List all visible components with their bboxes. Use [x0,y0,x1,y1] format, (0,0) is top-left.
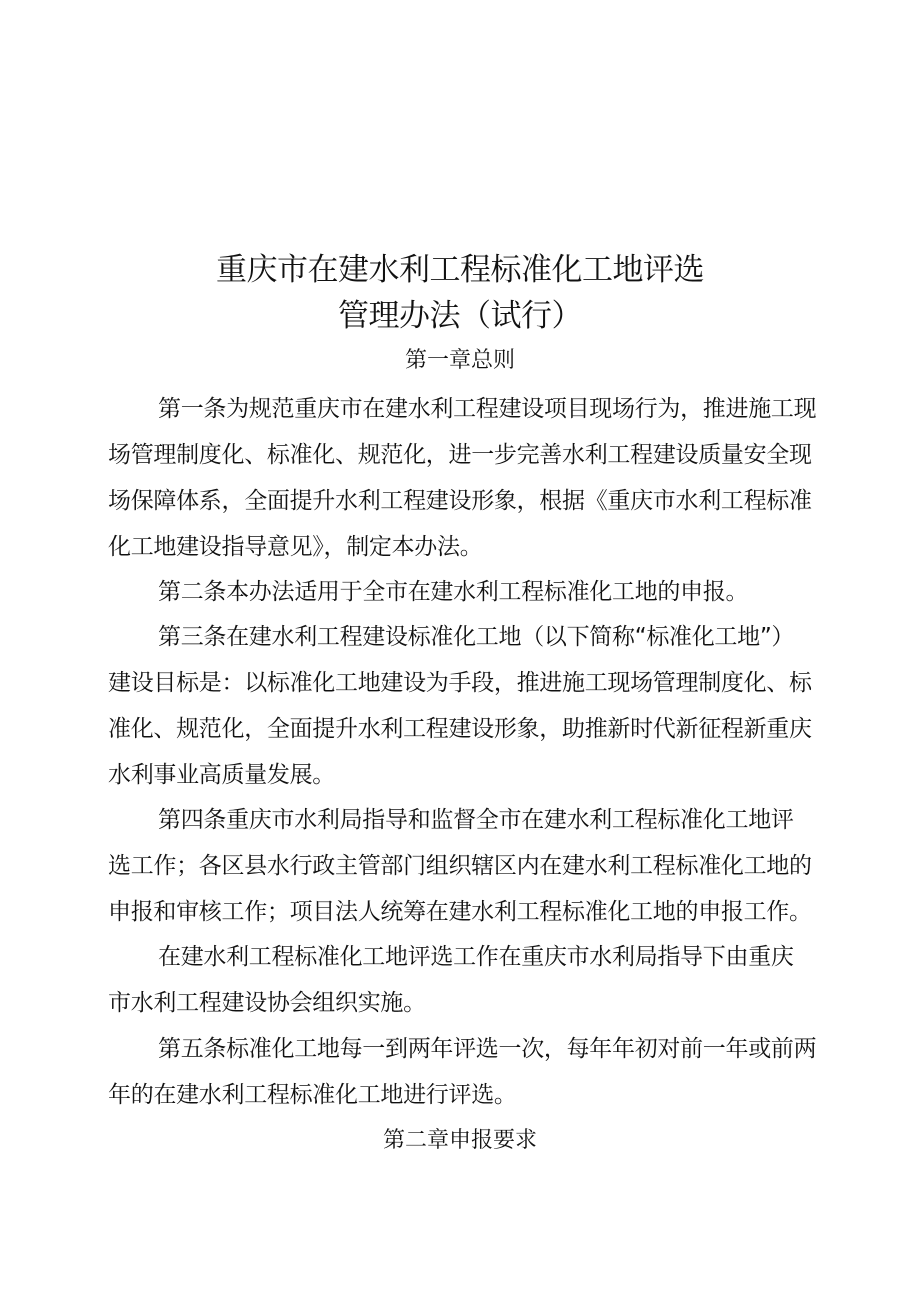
document-title-line-1: 重庆市在建水利工程标准化工地评选 [216,252,704,288]
paragraph-line: 化工地建设指导意见》，制定本办法。 [108,534,483,560]
paragraph-line: 市水利工程建设协会组织实施。 [108,990,426,1016]
chapter-heading-2: 第二章申报要求 [382,1128,537,1153]
paragraph-line: 选工作；各区县水行政主管部门组织辖区内在建水利工程标准化工地的 [108,853,812,879]
chapter-heading-1: 第一章总则 [404,348,515,373]
paragraph-line: 第二条本办法适用于全市在建水利工程标准化工地的申报。 [158,579,749,605]
paragraph-line: 第四条重庆市水利局指导和监督全市在建水利工程标准化工地评 [158,807,794,833]
document-title-line-2: 管理办法（试行） [338,298,582,334]
paragraph-line: 场保障体系，全面提升水利工程建设形象，根据《重庆市水利工程标准 [108,488,812,514]
paragraph-line: 申报和审核工作；项目法人统筹在建水利工程标准化工地的申报工作。 [108,899,812,925]
paragraph-line: 水利事业高质量发展。 [108,762,336,788]
paragraph-line: 年的在建水利工程标准化工地进行评选。 [108,1082,517,1108]
paragraph-line: 第五条标准化工地每一到两年评选一次，每年年初对前一年或前两 [158,1036,817,1062]
paragraph-line: 在建水利工程标准化工地评选工作在重庆市水利局指导下由重庆 [158,944,794,970]
paragraph-line: 场管理制度化、标准化、规范化，进一步完善水利工程建设质量安全现 [108,442,812,468]
paragraph-line: 建设目标是：以标准化工地建设为手段，推进施工现场管理制度化、标 [108,670,812,696]
paragraph-line: 第三条在建水利工程建设标准化工地（以下简称“标准化工地”） [158,624,795,650]
paragraph-line: 准化、规范化，全面提升水利工程建设形象，助推新时代新征程新重庆 [108,716,812,742]
paragraph-line: 第一条为规范重庆市在建水利工程建设项目现场行为，推进施工现 [158,396,817,422]
